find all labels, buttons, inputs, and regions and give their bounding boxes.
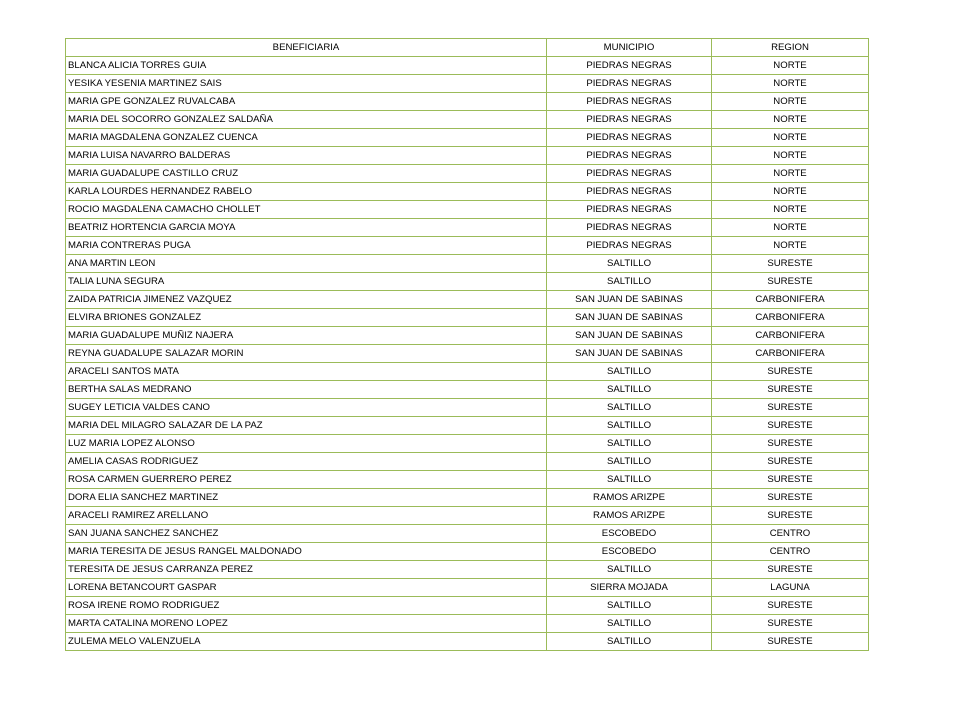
- municipio-cell[interactable]: SALTILLO: [547, 381, 712, 399]
- beneficiary-name-cell[interactable]: MARIA DEL MILAGRO SALAZAR DE LA PAZ: [66, 417, 547, 435]
- region-cell[interactable]: SURESTE: [712, 471, 869, 489]
- municipio-cell[interactable]: SALTILLO: [547, 363, 712, 381]
- beneficiary-name-cell[interactable]: MARIA MAGDALENA GONZALEZ CUENCA: [66, 129, 547, 147]
- table-row[interactable]: [66, 363, 869, 381]
- beneficiary-name-cell[interactable]: ROCIO MAGDALENA CAMACHO CHOLLET: [66, 201, 547, 219]
- region-cell[interactable]: NORTE: [712, 111, 869, 129]
- municipio-cell[interactable]: ESCOBEDO: [547, 525, 712, 543]
- table-row[interactable]: [66, 345, 869, 363]
- municipio-cell[interactable]: SIERRA MOJADA: [547, 579, 712, 597]
- municipio-cell[interactable]: SAN JUAN DE SABINAS: [547, 327, 712, 345]
- beneficiary-name-cell[interactable]: ELVIRA BRIONES GONZALEZ: [66, 309, 547, 327]
- table-row[interactable]: [66, 489, 869, 507]
- municipio-cell[interactable]: SALTILLO: [547, 399, 712, 417]
- region-cell[interactable]: SURESTE: [712, 417, 869, 435]
- municipio-cell[interactable]: PIEDRAS NEGRAS: [547, 219, 712, 237]
- beneficiary-name-cell[interactable]: MARIA DEL SOCORRO GONZALEZ SALDAÑA: [66, 111, 547, 129]
- beneficiary-name-cell[interactable]: ANA MARTIN LEON: [66, 255, 547, 273]
- beneficiary-name-cell[interactable]: MARIA CONTRERAS PUGA: [66, 237, 547, 255]
- table-row[interactable]: [66, 147, 869, 165]
- region-cell[interactable]: SURESTE: [712, 507, 869, 525]
- region-cell[interactable]: SURESTE: [712, 597, 869, 615]
- region-cell[interactable]: NORTE: [712, 201, 869, 219]
- municipio-cell[interactable]: SALTILLO: [547, 435, 712, 453]
- table-row[interactable]: [66, 399, 869, 417]
- region-cell[interactable]: SURESTE: [712, 615, 869, 633]
- table-row[interactable]: [66, 435, 869, 453]
- table-row[interactable]: [66, 507, 869, 525]
- table-row[interactable]: [66, 219, 869, 237]
- region-cell[interactable]: NORTE: [712, 237, 869, 255]
- table-row[interactable]: [66, 183, 869, 201]
- municipio-cell[interactable]: SALTILLO: [547, 597, 712, 615]
- municipio-cell[interactable]: SALTILLO: [547, 561, 712, 579]
- beneficiaries-table: [65, 38, 869, 651]
- municipio-cell[interactable]: SAN JUAN DE SABINAS: [547, 345, 712, 363]
- beneficiary-name-cell[interactable]: MARIA GUADALUPE MUÑIZ NAJERA: [66, 327, 547, 345]
- region-cell[interactable]: CARBONIFERA: [712, 327, 869, 345]
- table-row[interactable]: [66, 381, 869, 399]
- beneficiary-name-cell[interactable]: REYNA GUADALUPE SALAZAR MORIN: [66, 345, 547, 363]
- municipio-cell[interactable]: SAN JUAN DE SABINAS: [547, 291, 712, 309]
- beneficiary-name-cell[interactable]: MARIA LUISA NAVARRO BALDERAS: [66, 147, 547, 165]
- region-cell[interactable]: SURESTE: [712, 489, 869, 507]
- beneficiary-name-cell[interactable]: ZULEMA MELO VALENZUELA: [66, 633, 547, 651]
- beneficiary-name-cell[interactable]: MARIA GPE GONZALEZ RUVALCABA: [66, 93, 547, 111]
- region-cell[interactable]: NORTE: [712, 75, 869, 93]
- municipio-cell[interactable]: SALTILLO: [547, 453, 712, 471]
- beneficiary-name-cell[interactable]: BLANCA ALICIA TORRES GUIA: [66, 57, 547, 75]
- beneficiary-name-cell[interactable]: ROSA CARMEN GUERRERO PEREZ: [66, 471, 547, 489]
- region-cell[interactable]: NORTE: [712, 165, 869, 183]
- municipio-cell[interactable]: PIEDRAS NEGRAS: [547, 57, 712, 75]
- table-row[interactable]: [66, 309, 869, 327]
- table-row[interactable]: [66, 633, 869, 651]
- municipio-cell[interactable]: PIEDRAS NEGRAS: [547, 75, 712, 93]
- beneficiary-name-cell[interactable]: ARACELI SANTOS MATA: [66, 363, 547, 381]
- region-cell[interactable]: SURESTE: [712, 633, 869, 651]
- municipio-cell[interactable]: PIEDRAS NEGRAS: [547, 93, 712, 111]
- region-cell[interactable]: NORTE: [712, 93, 869, 111]
- table-row[interactable]: [66, 561, 869, 579]
- table-row[interactable]: [66, 579, 869, 597]
- table-body: [66, 57, 869, 651]
- region-cell[interactable]: SURESTE: [712, 399, 869, 417]
- table-row[interactable]: [66, 111, 869, 129]
- beneficiary-name-cell[interactable]: MARIA GUADALUPE CASTILLO CRUZ: [66, 165, 547, 183]
- region-cell[interactable]: NORTE: [712, 147, 869, 165]
- table-row[interactable]: [66, 255, 869, 273]
- region-cell[interactable]: CENTRO: [712, 525, 869, 543]
- table-row[interactable]: [66, 93, 869, 111]
- beneficiary-name-cell[interactable]: YESIKA YESENIA MARTINEZ SAIS: [66, 75, 547, 93]
- region-cell[interactable]: CARBONIFERA: [712, 291, 869, 309]
- header-municipio[interactable]: MUNICIPIO: [547, 39, 712, 57]
- table-row[interactable]: [66, 543, 869, 561]
- beneficiary-name-cell[interactable]: ZAIDA PATRICIA JIMENEZ VAZQUEZ: [66, 291, 547, 309]
- region-cell[interactable]: SURESTE: [712, 255, 869, 273]
- table-row[interactable]: [66, 525, 869, 543]
- table-row[interactable]: [66, 273, 869, 291]
- region-cell[interactable]: SURESTE: [712, 273, 869, 291]
- region-cell[interactable]: SURESTE: [712, 561, 869, 579]
- header-region[interactable]: REGION: [712, 39, 869, 57]
- beneficiary-name-cell[interactable]: KARLA LOURDES HERNANDEZ RABELO: [66, 183, 547, 201]
- municipio-cell[interactable]: SALTILLO: [547, 255, 712, 273]
- table-row[interactable]: [66, 291, 869, 309]
- beneficiary-name-cell[interactable]: LORENA BETANCOURT GASPAR: [66, 579, 547, 597]
- municipio-cell[interactable]: SALTILLO: [547, 417, 712, 435]
- beneficiary-name-cell[interactable]: BEATRIZ HORTENCIA GARCIA MOYA: [66, 219, 547, 237]
- table-row[interactable]: [66, 471, 869, 489]
- region-cell[interactable]: NORTE: [712, 219, 869, 237]
- region-cell[interactable]: SURESTE: [712, 363, 869, 381]
- beneficiary-name-cell[interactable]: TALIA LUNA SEGURA: [66, 273, 547, 291]
- table-row[interactable]: [66, 327, 869, 345]
- beneficiary-name-cell[interactable]: AMELIA CASAS RODRIGUEZ: [66, 453, 547, 471]
- table-row[interactable]: [66, 237, 869, 255]
- municipio-cell[interactable]: SALTILLO: [547, 273, 712, 291]
- region-cell[interactable]: NORTE: [712, 183, 869, 201]
- table-row[interactable]: [66, 597, 869, 615]
- beneficiary-name-cell[interactable]: MARTA CATALINA MORENO LOPEZ: [66, 615, 547, 633]
- table-row[interactable]: [66, 57, 869, 75]
- beneficiary-name-cell[interactable]: BERTHA SALAS MEDRANO: [66, 381, 547, 399]
- beneficiary-name-cell[interactable]: ARACELI RAMIREZ ARELLANO: [66, 507, 547, 525]
- table-row[interactable]: [66, 129, 869, 147]
- beneficiary-name-cell[interactable]: SUGEY LETICIA VALDES CANO: [66, 399, 547, 417]
- municipio-cell[interactable]: PIEDRAS NEGRAS: [547, 201, 712, 219]
- table-header-row: [66, 39, 869, 57]
- municipio-cell[interactable]: RAMOS ARIZPE: [547, 507, 712, 525]
- region-cell[interactable]: SURESTE: [712, 435, 869, 453]
- beneficiary-name-cell[interactable]: MARIA TERESITA DE JESUS RANGEL MALDONADO: [66, 543, 547, 561]
- table-row[interactable]: [66, 417, 869, 435]
- region-cell[interactable]: NORTE: [712, 129, 869, 147]
- beneficiary-name-cell[interactable]: DORA ELIA SANCHEZ MARTINEZ: [66, 489, 547, 507]
- header-beneficiaria[interactable]: BENEFICIARIA: [66, 39, 547, 57]
- table-row[interactable]: [66, 453, 869, 471]
- municipio-cell[interactable]: ESCOBEDO: [547, 543, 712, 561]
- municipio-cell[interactable]: SALTILLO: [547, 615, 712, 633]
- municipio-cell[interactable]: SALTILLO: [547, 471, 712, 489]
- municipio-cell[interactable]: SALTILLO: [547, 633, 712, 651]
- table-row[interactable]: [66, 201, 869, 219]
- beneficiary-name-cell[interactable]: TERESITA DE JESUS CARRANZA PEREZ: [66, 561, 547, 579]
- municipio-cell[interactable]: PIEDRAS NEGRAS: [547, 165, 712, 183]
- table-row[interactable]: [66, 165, 869, 183]
- municipio-cell[interactable]: SAN JUAN DE SABINAS: [547, 309, 712, 327]
- table-row[interactable]: [66, 75, 869, 93]
- beneficiary-name-cell[interactable]: SAN JUANA SANCHEZ SANCHEZ: [66, 525, 547, 543]
- beneficiary-name-cell[interactable]: ROSA IRENE ROMO RODRIGUEZ: [66, 597, 547, 615]
- table-row[interactable]: [66, 615, 869, 633]
- municipio-cell[interactable]: PIEDRAS NEGRAS: [547, 237, 712, 255]
- region-cell[interactable]: CENTRO: [712, 543, 869, 561]
- region-cell[interactable]: SURESTE: [712, 381, 869, 399]
- region-cell[interactable]: CARBONIFERA: [712, 309, 869, 327]
- beneficiary-name-cell[interactable]: LUZ MARIA LOPEZ ALONSO: [66, 435, 547, 453]
- municipio-cell[interactable]: PIEDRAS NEGRAS: [547, 183, 712, 201]
- municipio-cell[interactable]: RAMOS ARIZPE: [547, 489, 712, 507]
- municipio-cell[interactable]: PIEDRAS NEGRAS: [547, 129, 712, 147]
- region-cell[interactable]: SURESTE: [712, 453, 869, 471]
- municipio-cell[interactable]: PIEDRAS NEGRAS: [547, 111, 712, 129]
- region-cell[interactable]: CARBONIFERA: [712, 345, 869, 363]
- region-cell[interactable]: NORTE: [712, 57, 869, 75]
- municipio-cell[interactable]: PIEDRAS NEGRAS: [547, 147, 712, 165]
- region-cell[interactable]: LAGUNA: [712, 579, 869, 597]
